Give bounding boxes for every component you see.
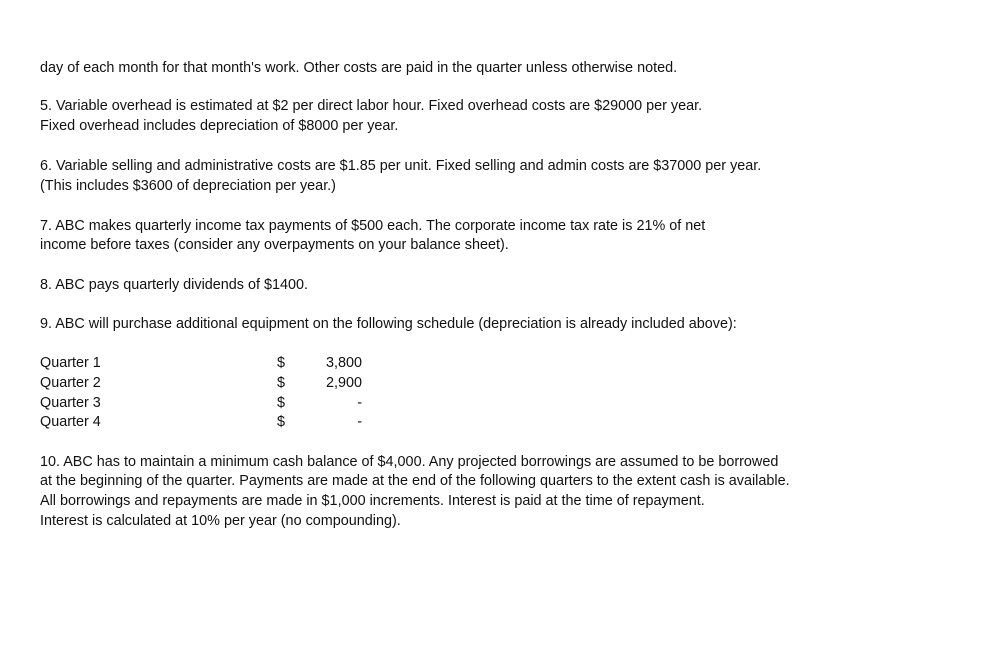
item-9-line-1: 9. ABC will purchase additional equipment on the following schedule (depreciation is already included above): [40, 316, 737, 332]
schedule-amount: - [357, 414, 362, 430]
item-10-line-3: All borrowings and repayments are made in $1,000 increments. Interest is paid at the time of repayment. [40, 493, 705, 509]
schedule-currency-symbol: $ [277, 375, 286, 391]
item-6-line-1: 6. Variable selling and administrative costs are $1.85 per unit. Fixed selling and admin costs are $37000 per year. [40, 158, 762, 174]
item-5-line-1: 5. Variable overhead is estimated at $2 per direct labor hour. Fixed overhead costs are $29000 per year. [40, 98, 703, 114]
schedule-quarter-label: Quarter 4 [40, 414, 101, 430]
schedule-quarter-label: Quarter 3 [40, 395, 101, 411]
schedule-quarter-label: Quarter 1 [40, 355, 101, 371]
schedule-amount: - [357, 395, 362, 411]
schedule-currency-symbol: $ [277, 395, 286, 411]
item-10-line-1: 10. ABC has to maintain a minimum cash balance of $4,000. Any projected borrowings are assumed to be borrowed [40, 454, 779, 470]
schedule-amount: 3,800 [325, 355, 362, 371]
item-7-line-2: income before taxes (consider any overpayments on your balance sheet). [40, 237, 509, 253]
item-7-line-1: 7. ABC makes quarterly income tax payments of $500 each. The corporate income tax rate is 21% of net [40, 218, 706, 234]
schedule-amount: 2,900 [325, 375, 362, 391]
schedule-currency-symbol: $ [277, 414, 286, 430]
item-10-line-2: at the beginning of the quarter. Payments are made at the end of the following quarters to the extent cash is available. [40, 473, 790, 489]
item-6-line-2: (This includes $3600 of depreciation per year.) [40, 178, 336, 194]
item-8-line-1: 8. ABC pays quarterly dividends of $1400. [40, 277, 308, 293]
item-10-line-4: Interest is calculated at 10% per year (no compounding). [40, 513, 401, 529]
intro-line: day of each month for that month's work. Other costs are paid in the quarter unless otherwise noted. [40, 60, 678, 76]
schedule-quarter-label: Quarter 2 [40, 375, 101, 391]
schedule-currency-symbol: $ [277, 355, 286, 371]
item-5-line-2: Fixed overhead includes depreciation of $8000 per year. [40, 118, 399, 134]
